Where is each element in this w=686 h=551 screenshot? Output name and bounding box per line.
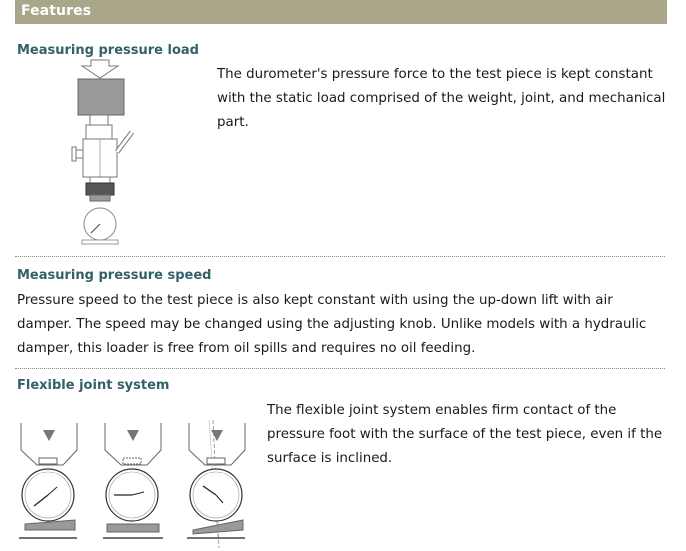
section-title-pressure-load: Measuring pressure load [17,43,199,58]
section-text-flexible-joint: The flexible joint system enables firm contact of the pressure foot with the surface of the test piece, even if the surface is inclined. [267,403,663,466]
section-title-pressure-speed: Measuring pressure speed [17,268,212,283]
section-title-flexible-joint: Flexible joint system [17,378,170,393]
divider [15,368,665,369]
section-text-pressure-load: The durometer's pressure force to the test piece is kept constant with the static load comprised of the weight, joint, and mechanical part. [217,67,666,130]
durometer-loader-illustration [60,60,160,245]
divider [15,256,665,257]
features-title: Features [21,3,92,19]
features-header-bar [15,0,667,24]
flexible-joint-illustration [17,420,252,550]
section-text-pressure-speed: Pressure speed to the test piece is also kept constant with using the up-down lift with air damper. The speed may be changed using the adjusting knob. Unlike models with a hydraulic damper, this loader is free from oil spills and requires no oil feeding. [17,293,647,356]
